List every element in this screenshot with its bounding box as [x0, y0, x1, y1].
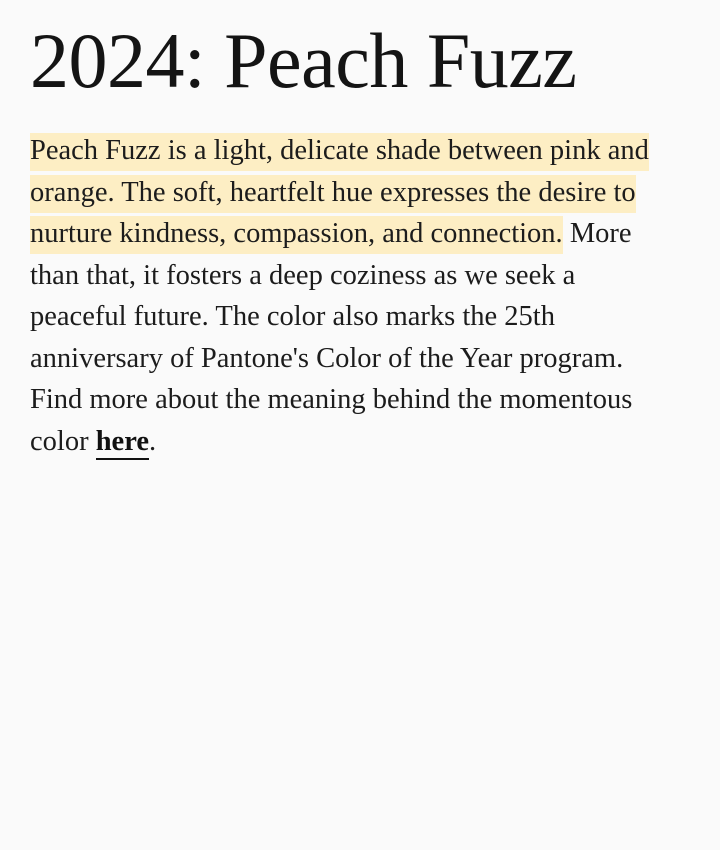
article-paragraph: [30, 130, 670, 462]
paragraph-end-punctuation: .: [148, 425, 157, 457]
here-link[interactable]: here: [96, 426, 149, 460]
page-title: 2024: Peach Fuzz: [30, 17, 577, 104]
highlighted-text: Peach Fuzz is a light, delicate shade between pink and orange. The soft, heartfelt hue expresses the desire to nurture kindness, compassion, and connection.: [30, 133, 649, 254]
paragraph-text: More than that, it fosters a deep coziness as we seek a peaceful future. The color also marks the 25th anniversary of Pantone's Color of the Year program. Find more about the meaning behind the momentous color: [30, 218, 633, 457]
